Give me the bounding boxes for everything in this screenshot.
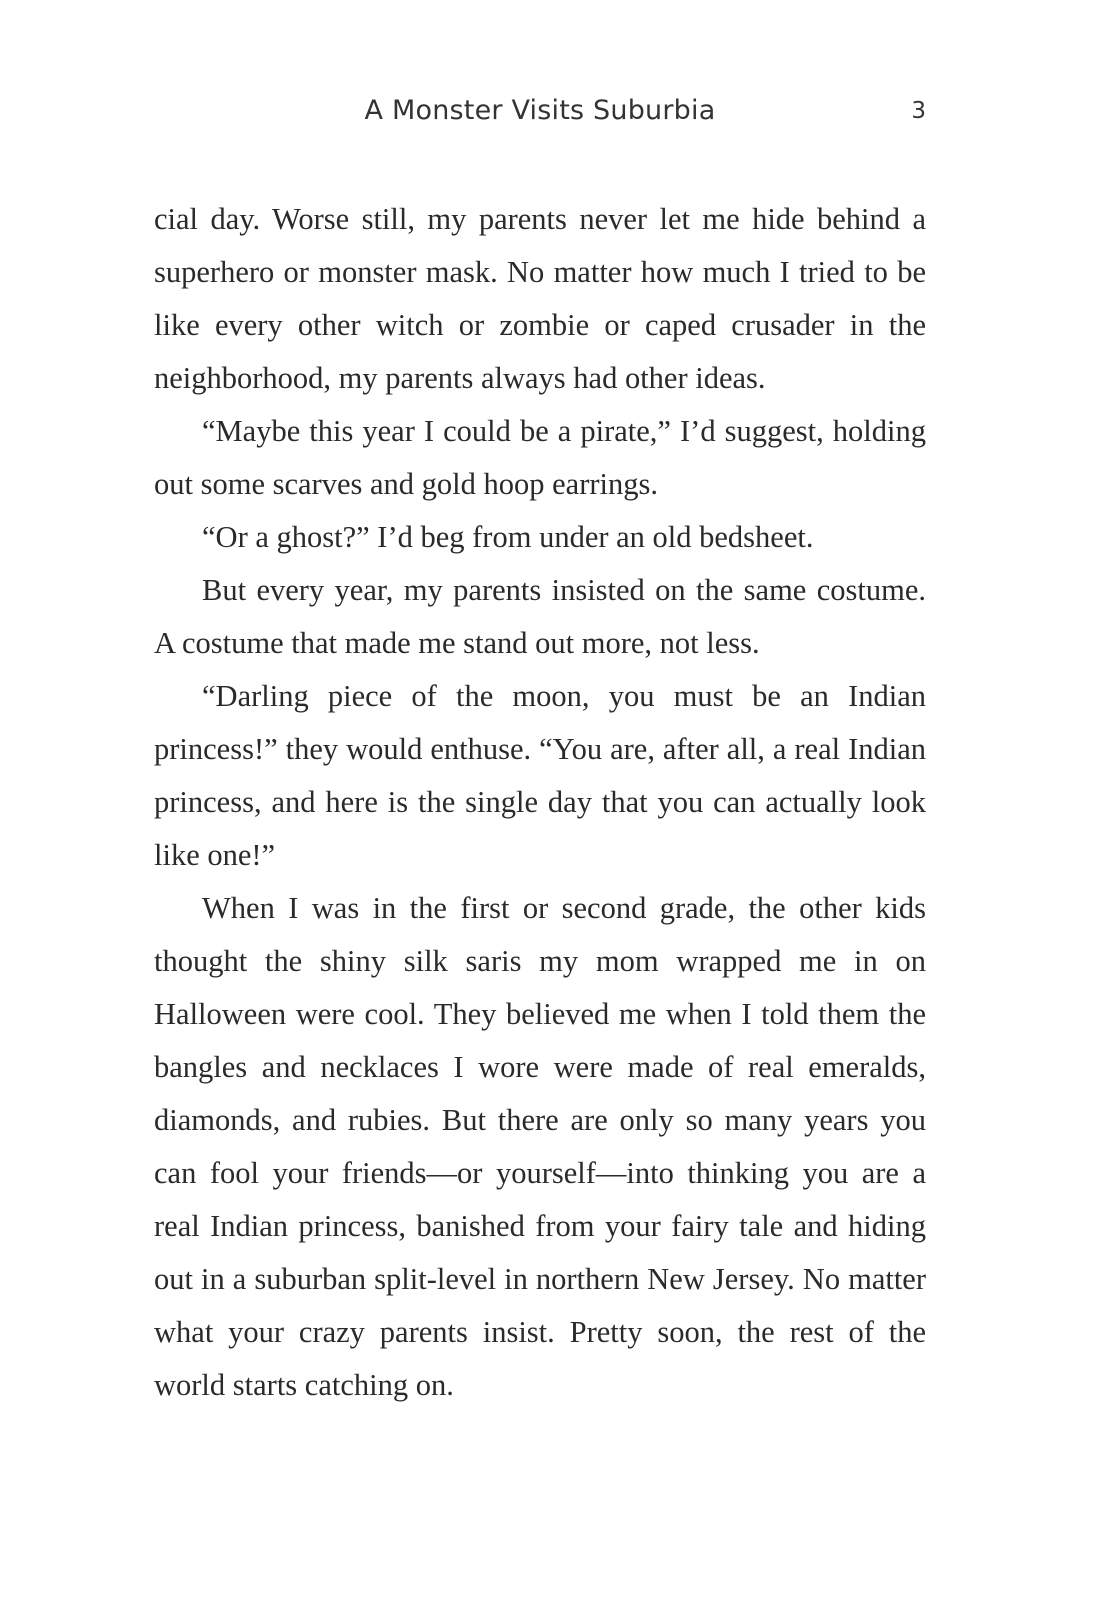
paragraph-ghost-suggestion: “Or a ghost?” I’d beg from under an old bedsheet.	[202, 520, 814, 554]
paragraph-continuation: cial day. Worse still, my parents never let me hide behind a superhero or monster mask. No matter how much I tried to be like every other witch or zombie or caped crusader in the neighborhood, my parents always had other ideas.	[154, 202, 926, 395]
running-head	[154, 88, 926, 138]
paragraph-same-costume: But every year, my parents insisted on the same costume. A costume that made me stand out more, not less.	[154, 573, 926, 660]
paragraph-halloween-saris: When I was in the first or second grade, the other kids thought the shiny silk saris my mom wrapped me in on Halloween were cool. They believed me when I told them the bangles and necklaces I wore were made of real emeralds, diamonds, and rubies. But there are only so many years you can fool your friends—or yourself—into thinking you are a real Indian princess, banished from your fairy tale and hiding out in a suburban split-level in northern New Jersey. No matter what your crazy parents insist. Pretty soon, the rest of the world starts catching on.	[154, 891, 926, 1402]
paragraph-pirate-suggestion: “Maybe this year I could be a pirate,” I’d suggest, holding out some scarves and gold hoop earrings.	[154, 414, 926, 501]
paragraph-indian-princess: “Darling piece of the moon, you must be an Indian princess!” they would enthuse. “You are, after all, a real Indian princess, and here is the single day that you can actually look like one!”	[154, 679, 926, 872]
page-number: 3	[911, 98, 926, 124]
running-title: A Monster Visits Suburbia	[364, 95, 716, 126]
body-text	[154, 193, 926, 1412]
